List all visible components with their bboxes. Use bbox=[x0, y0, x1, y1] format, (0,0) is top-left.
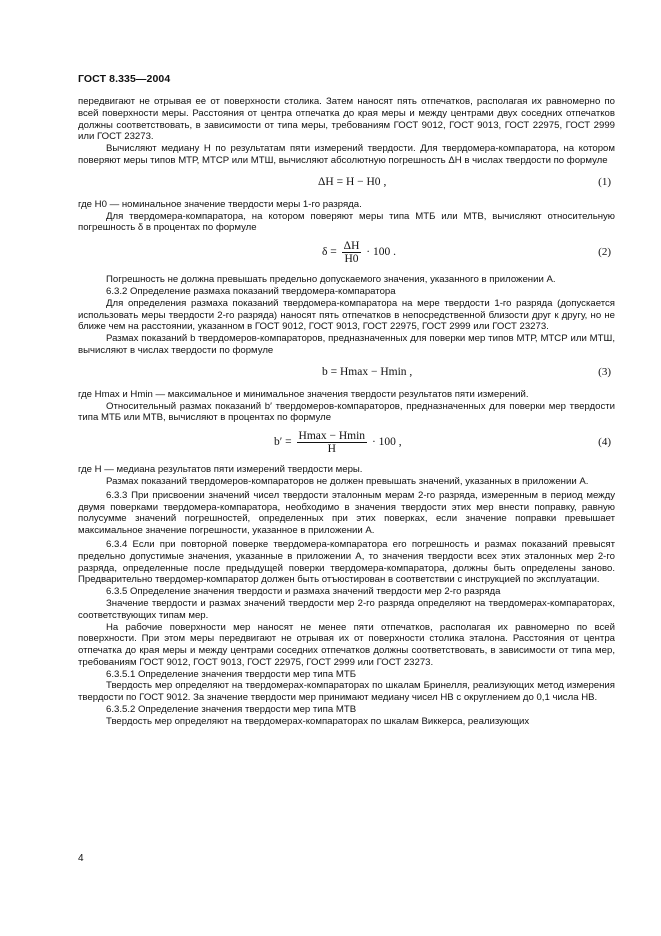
document-body bbox=[78, 96, 615, 728]
paragraph: Твердость мер определяют на твердомерах-компараторах по шкалам Бринелля, реализующих метод измерения твердости по ГОСТ 9012. За значение твердости мер принимают медиану чисел НВ с округлением до 0,1 числа НВ. bbox=[78, 680, 615, 704]
paragraph: Твердость мер определяют на твердомерах-компараторах по шкалам Виккерса, реализующих bbox=[106, 715, 530, 727]
paragraph: 6.3.3 При присвоении значений чисел твердости эталонным мерам 2-го разряда, измеренным в период между двумя поверками твердомера-компаратора, необходимо в значения твердости этих мер внести поправку, равную полусумме значений погрешностей, определенных при этих поверках, если значение поправки превышает максимальное значение погрешности, указанное в приложении А. bbox=[78, 489, 615, 537]
formula-2: δ = $\frac{\Delta H}{H0}$ · 100 . (2) bbox=[322, 240, 611, 266]
formula-1: ΔH = H − H0 , (1) bbox=[318, 175, 611, 188]
formula-3-number: (3) bbox=[598, 365, 611, 378]
section-heading: 6.3.5 Определение значения твердости и размаха значений твердости мер 2-го разряда bbox=[106, 586, 501, 598]
formula-4: b′ = $\frac{Hmax - Hmin}{H}$ · 100 , (4) bbox=[274, 430, 611, 456]
formula-2-number: (2) bbox=[598, 246, 611, 259]
paragraph: На рабочие поверхности мер наносят не менее пяти отпечатков, располагая их равномерно по всей поверхности. При этом меры передвигают не отрывая их от поверхности столика эталона. Расстояния от центра отпечатка до края меры и между центрами соседних отпечатков должны соответствовать, в зависимости от типа мер, требованиям ГОСТ 9012, ГОСТ 9013, ГОСТ 22975, ГОСТ 2999 или ГОСТ 23273. bbox=[78, 621, 615, 668]
formula-4-factor: · 100 , bbox=[371, 436, 402, 449]
paragraph: где H — медиана результатов пяти измерений твердости меры. bbox=[78, 464, 363, 476]
paragraph: Вычисляют медиану H по результатам пяти измерений твердости. Для твердомера-компаратора, на котором поверяют меры типов МТР, МТСР или МТШ, вычисляют абсолютную погрешность ΔH в числах твердости по формуле bbox=[78, 143, 615, 166]
formula-2-factor: · 100 . bbox=[366, 246, 396, 259]
formula-1-lhs: ΔH bbox=[318, 175, 334, 188]
paragraph: Погрешность не должна превышать предельно допускаемого значения, указанного в приложении А. bbox=[106, 274, 556, 286]
section-heading: 6.3.5.1 Определение значения твердости мер типа МТБ bbox=[106, 668, 357, 680]
formula-4-number: (4) bbox=[598, 436, 611, 449]
section-heading: 6.3.5.2 Определение значения твердости мер типа МТВ bbox=[106, 704, 357, 716]
formula-2-numerator: ΔH bbox=[343, 240, 360, 253]
formula-4-denominator: H bbox=[327, 443, 336, 456]
page-number: 4 bbox=[78, 853, 84, 864]
formula-1-rhs: H − H0 bbox=[345, 175, 381, 188]
formula-4-fraction bbox=[297, 430, 368, 455]
formula-2-fraction bbox=[342, 240, 362, 265]
paragraph: где H0 — номинальное значение твердости меры 1-го разряда. bbox=[78, 198, 362, 210]
paragraph: передвигают не отрывая ее от поверхности столика. Затем наносят пять отпечатков, располагая их равномерно по всей поверхности меры. Расстояния от центра отпечатка до края меры и между центрами двух соседних отпечатков должны соответствовать, в зависимости от типа меры, требованиям ГОСТ 9012, ГОСТ 9013, ГОСТ 22975, ГОСТ 2999 или ГОСТ 23273. bbox=[78, 96, 615, 143]
formula-2-lhs: δ bbox=[322, 246, 328, 259]
formula-2-denominator: H0 bbox=[344, 253, 359, 266]
paragraph: Для твердомера-компаратора, на котором поверяют меры типа МТБ или МТВ, вычисляют относительную погрешность δ в процентах по формуле bbox=[78, 210, 615, 234]
paragraph: Размах показаний твердомеров-компараторов не должен превышать значений, указанных в приложении А. bbox=[106, 475, 589, 487]
formula-3-rhs: Hmax − Hmin , bbox=[340, 365, 413, 378]
formula-3: b = Hmax − Hmin , (3) bbox=[322, 365, 611, 378]
paragraph: Для определения размаха показаний твердомера-компаратора на мере твердости 1-го разряда (допускается использовать меры твердости 2-го разряда) наносят пять отпечатков в непосредственной близости друг к другу, но не ближе чем на расстоянии, указанном в ГОСТ 9012, ГОСТ 9013, ГОСТ 22975, ГОСТ 2999 или ГОСТ 23273. bbox=[78, 297, 615, 333]
page-header: ГОСТ 8.335—2004 bbox=[78, 73, 171, 85]
formula-1-number: (1) bbox=[598, 175, 611, 188]
paragraph: Размах показаний b твердомеров-компараторов, предназначенных для поверки мер типов МТР, МТСР или МТШ, вычисляют в числах твердости по формуле bbox=[78, 333, 615, 356]
formula-4-numerator: Hmax − Hmin bbox=[298, 430, 366, 443]
paragraph: где Hmax и Hmin — максимальное и минимальное значения твердости результатов пяти измерений. bbox=[78, 388, 529, 400]
paragraph: Относительный размах показаний b′ твердомеров-компараторов, предназначенных для поверки мер твердости типа МТБ или МТВ, вычисляют в процентах по формуле bbox=[78, 400, 615, 424]
formula-3-lhs: b bbox=[322, 365, 328, 378]
formula-4-lhs: b′ bbox=[274, 436, 283, 449]
paragraph: Значение твердости и размах значений твердости мер 2-го разряда определяют на твердомерах-компараторах, соответствующих типам мер. bbox=[78, 597, 615, 621]
paragraph: 6.3.4 Если при повторной поверке твердомера-компаратора его погрешность и размах показаний превысят предельно допустимые значения, указанные в приложении А, то значения твердости всех этих эталонных мер 2-го разряда, определенные после предыдущей поверки твердомера-компаратора, должны быть определены заново. Предварительно твердомер-компаратор должен быть отъюстирован в соответствии с инструкцией по эксплуатации. bbox=[78, 538, 615, 586]
section-heading: 6.3.2 Определение размаха показаний твердомера-компаратора bbox=[106, 285, 396, 297]
